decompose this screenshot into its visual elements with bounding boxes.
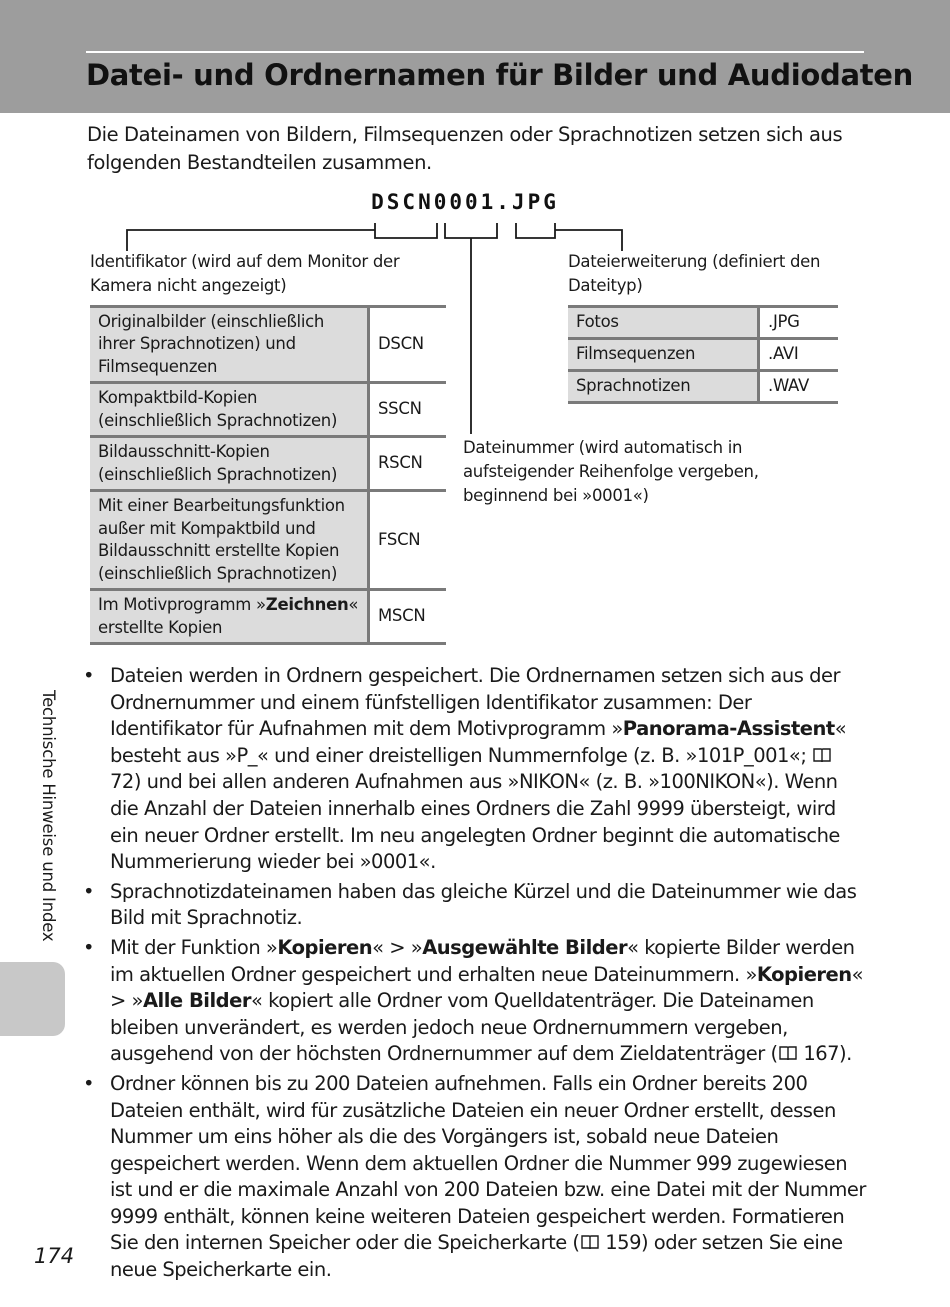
bullet-marker: •	[83, 1071, 95, 1095]
bullet-marker: •	[83, 664, 95, 687]
table-row	[568, 339, 838, 371]
bullet-marker: •	[83, 879, 95, 903]
table-row	[568, 371, 838, 403]
prefix-description: Mit einer Bearbeitungsfunktion außer mit Kompaktbild und Bildausschnitt erstellte Kopien (einschließlich Sprachnotizen)	[90, 491, 369, 590]
file-extension: .WAV	[759, 371, 839, 403]
section-side-label: Technische Hinweise und Index	[39, 690, 58, 942]
extension-label: Dateierweiterung (definiert den Dateityp)	[568, 252, 821, 295]
prefix-code: RSCN	[369, 437, 447, 491]
table-row	[90, 491, 446, 590]
prefix-description: Originalbilder (einschließlich ihrer Sprachnotizen) und Filmsequenzen	[90, 307, 369, 383]
book-icon	[580, 1233, 600, 1251]
book-icon	[812, 746, 832, 764]
file-type: Filmsequenzen	[568, 339, 759, 371]
prefix-code: FSCN	[369, 491, 447, 590]
prefix-description: Im Motivprogramm »Zeichnen« erstellte Kopien	[90, 590, 369, 644]
page-title: Datei- und Ordnernamen für Bilder und Audiodaten	[86, 58, 913, 92]
file-type: Fotos	[568, 307, 759, 339]
prefix-code: MSCN	[369, 590, 447, 644]
file-extension: .JPG	[759, 307, 839, 339]
identifier-prefix-table	[90, 305, 446, 645]
table-row	[90, 590, 446, 644]
page-reference[interactable]: 72	[110, 770, 134, 794]
list-item: • Ordner können bis zu 200 Dateien aufnehmen. Falls ein Ordner bereits 200 Dateien enthält, wird für zusätzliche Dateien ein neuer Ordner erstellt, dessen Nummer um eins höher als die des Vorgängers ist, sobald neue Dateien gespeichert werden. Wenn dem aktuellen Ordner die Nummer 999 zugewiesen ist und er die maximale Anzahl von 200 Dateien bzw. eine Datei mit der Nummer 9999 enthält, können keine weiteren Dateien gespeichert werden. Formatieren Sie den internen Speicher oder die Speicherkarte ( 159) oder setzen Sie eine neue Speicherkarte ein.	[83, 1071, 866, 1282]
intro-paragraph: Die Dateinamen von Bildern, Filmsequenzen oder Sprachnotizen setzen sich aus folgenden Bestandteilen zusammen.	[87, 123, 843, 174]
page-reference[interactable]: 159	[605, 1231, 641, 1255]
table-row	[90, 437, 446, 491]
file-type: Sprachnotizen	[568, 371, 759, 403]
filename-example: DSCN0001.JPG	[371, 190, 559, 214]
page-reference[interactable]: 167	[803, 1042, 840, 1066]
prefix-code: DSCN	[369, 307, 447, 383]
list-item: • Dateien werden in Ordnern gespeichert. Die Ordnernamen setzen sich aus der Ordnernummer und einem fünfstelligen Identifikator zusammen: Der Identifikator für Aufnahmen mit dem Motivprogramm »Panorama-Assistent« besteht aus »P_« und einer dreistelligen Nummernfolge (z. B. »101P_001«; 72) und bei allen anderen Aufnahmen aus »NIKON« (z. B. »100NIKON«). Wenn die Anzahl der Dateien innerhalb eines Ordners die Zahl 9999 übersteigt, wird ein neuer Ordner erstellt. Im neu angelegten Ordner beginnt die automatische Nummerierung wieder bei »0001«.	[83, 664, 847, 874]
list-item: • Mit der Funktion »Kopieren« > »Ausgewählte Bilder« kopierte Bilder werden im aktuellen Ordner gespeichert und erhalten neue Dateinummern. »Kopieren« > »Alle Bilder« kopiert alle Ordner vom Quelldatenträger. Die Dateinamen bleiben unverändert, es werden jedoch neue Ordnernummern vergeben, ausgehend von der höchsten Ordnernummer auf dem Zieldatenträger ( 167).	[83, 935, 864, 1066]
section-side-tab[interactable]	[0, 962, 65, 1036]
file-number-label: Dateinummer (wird automatisch in aufsteigender Reihenfolge vergeben, beginnend bei »0001«)	[463, 438, 759, 505]
file-extension: .AVI	[759, 339, 839, 371]
list-item: • Sprachnotizdateinamen haben das gleiche Kürzel und die Dateinummer wie das Bild mit Sprachnotiz.	[83, 879, 857, 930]
page-number: 174	[34, 1244, 75, 1268]
table-row	[568, 307, 838, 339]
table-row	[90, 307, 446, 383]
prefix-description: Bildausschnitt-Kopien (einschließlich Sprachnotizen)	[90, 437, 369, 491]
file-extension-table	[568, 305, 838, 404]
book-icon	[778, 1044, 798, 1062]
prefix-description: Kompaktbild-Kopien (einschließlich Sprachnotizen)	[90, 383, 369, 437]
prefix-code: SSCN	[369, 383, 447, 437]
notes-list	[83, 663, 868, 1287]
bullet-marker: •	[83, 935, 95, 959]
table-row	[90, 383, 446, 437]
identifier-label: Identifikator (wird auf dem Monitor der Kamera nicht angezeigt)	[90, 252, 400, 295]
